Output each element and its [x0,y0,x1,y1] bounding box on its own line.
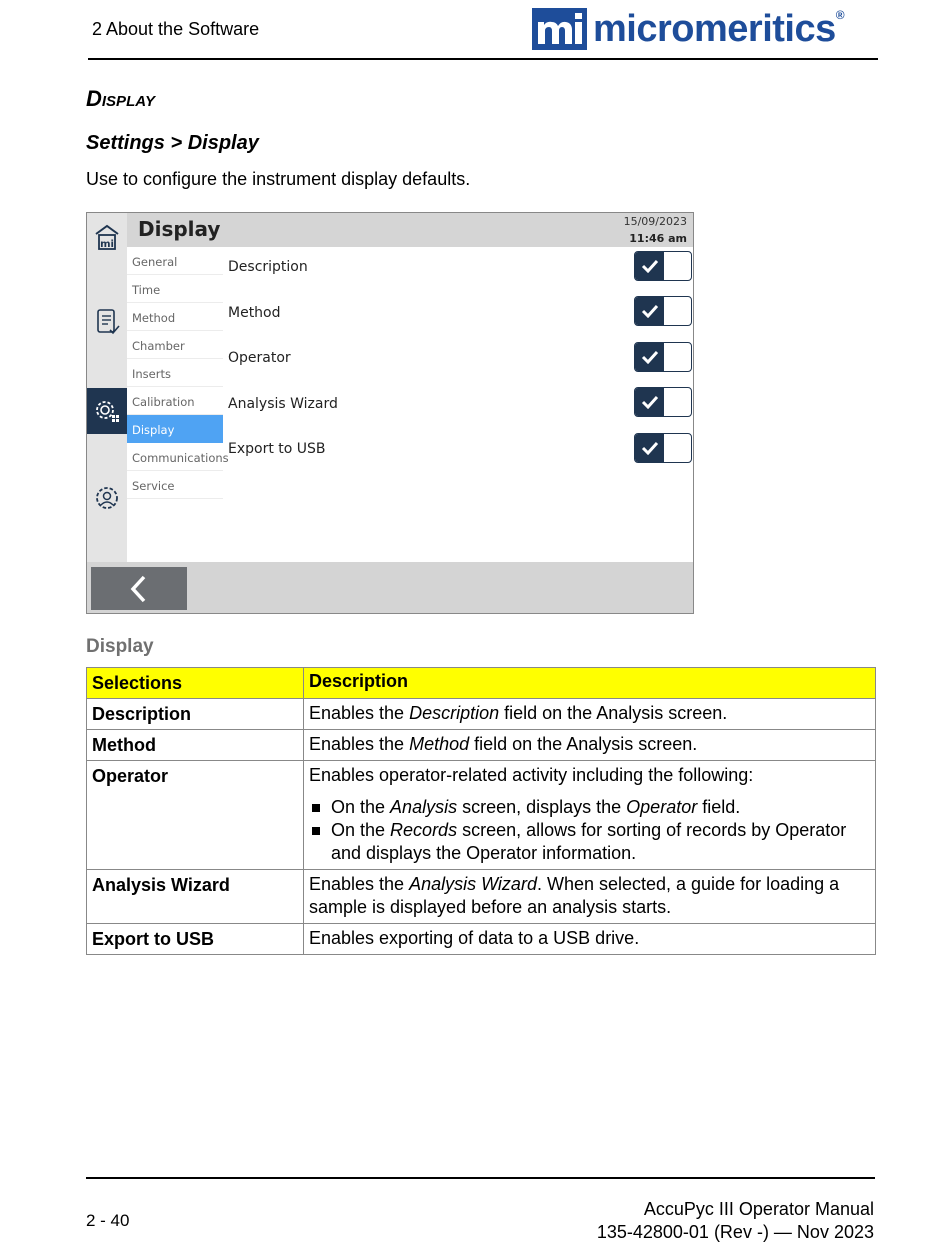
footer-rule [86,1177,875,1179]
list-item: On the Records screen, allows for sorting of records by Operator and displays the Operator information. [309,819,870,865]
row-selection: Operator [87,761,304,870]
toggle-export-usb[interactable] [634,433,692,463]
back-arrow-icon [128,574,150,604]
subnav-item-general[interactable]: General [127,247,223,275]
screen-title: Display [138,217,221,241]
row-description: Enables operator-related activity including the following: On the Analysis screen, displays the Operator field. On the Records screen, allows for sorting of records by Operator and displays the Operator information. [304,761,876,870]
option-label-analysis-wizard: Analysis Wizard [228,396,338,412]
toggle-operator[interactable] [634,342,692,372]
list-item: On the Analysis screen, displays the Operator field. [309,796,870,819]
micromeritics-logo [532,8,844,50]
svg-text:mi: mi [100,239,114,250]
page-number: 2 - 40 [86,1211,130,1230]
menu-path: Settings > Display [86,132,259,154]
main-nav-rail [87,213,127,563]
section-title: Display [86,86,155,111]
header-selections: Selections [87,668,304,699]
user-settings-icon[interactable] [87,476,127,522]
logo-wordmark: micromeritics® [593,8,845,50]
table-row [87,924,876,955]
table-header-row [87,668,876,699]
row-selection: Analysis Wizard [87,870,304,924]
subnav-item-chamber[interactable]: Chamber [127,331,223,359]
logo-mark-icon [532,8,587,50]
row-description: Enables the Analysis Wizard. When selected, a guide for loading a sample is displayed before an analysis starts. [304,870,876,924]
option-label-export-usb: Export to USB [228,441,326,457]
subnav-item-service[interactable]: Service [127,471,223,499]
option-label-operator: Operator [228,350,291,366]
toggle-method[interactable] [634,296,692,326]
doc-number: 135-42800-01 (Rev -) — Nov 2023 [596,1222,874,1242]
table-row [87,761,876,870]
table-row [87,699,876,730]
screen-bottombar [87,562,694,614]
screen-date: 15/09/2023 [623,215,687,228]
row-selection: Method [87,730,304,761]
check-icon [635,343,664,371]
subnav-item-display[interactable]: Display [127,415,223,443]
toggle-description[interactable] [634,251,692,281]
table-caption: Display [86,636,154,657]
subnav-item-time[interactable]: Time [127,275,223,303]
chapter-header: 2 About the Software [92,19,260,39]
table-row [87,730,876,761]
subnav-item-calibration[interactable]: Calibration [127,387,223,415]
option-label-description: Description [228,259,308,275]
check-icon [635,388,664,416]
check-icon [635,252,664,280]
row-description: Enables the Method field on the Analysis screen. [304,730,876,761]
selections-table [86,667,876,955]
home-icon[interactable] [87,215,127,261]
manual-title: AccuPyc III Operator Manual [643,1199,874,1219]
header-description: Description [304,668,876,699]
header-rule [88,58,878,60]
screen-topbar [127,213,694,247]
intro-text: Use to configure the instrument display defaults. [86,169,471,189]
toggle-analysis-wizard[interactable] [634,387,692,417]
table-row [87,870,876,924]
reports-icon[interactable] [87,299,127,345]
bullet-list [309,796,870,865]
display-screen-figure [86,212,694,614]
row-selection: Description [87,699,304,730]
back-button[interactable] [91,567,187,610]
check-icon [635,434,664,462]
screen-time: 11:46 am [629,232,687,245]
subnav-item-inserts[interactable]: Inserts [127,359,223,387]
footer-doc-info [597,1198,874,1244]
row-description: Enables the Description field on the Analysis screen. [304,699,876,730]
settings-icon[interactable] [87,388,127,434]
option-label-method: Method [228,305,281,321]
row-description: Enables exporting of data to a USB drive. [304,924,876,955]
settings-subnav [127,247,229,499]
subnav-item-method[interactable]: Method [127,303,223,331]
subnav-item-communications[interactable]: Communications [127,443,223,471]
row-selection: Export to USB [87,924,304,955]
check-icon [635,297,664,325]
